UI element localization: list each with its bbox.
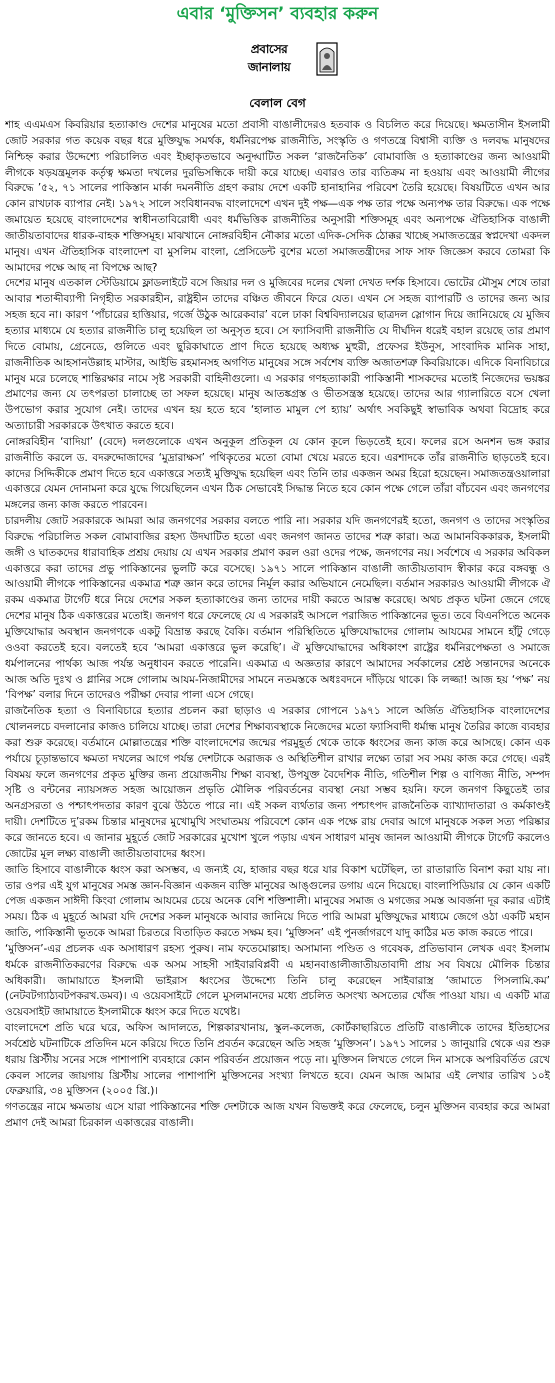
paragraph: রাজনৈতিক হত্যা ও বিনাবিচারে হত্যার প্রচলন করা ছাড়াও এ সরকার গোপনে ১৯৭১ সালে অর্জিত ঐতিহাসিক বাংলাদেশের খোলনলচে বদলানোর কাজও চালিয়ে যাচ্ছে। তারা দেশের শিক্ষাব্যবস্থাকে নিজেদের মতো ফ্যাসিবাদী ধর্মান্ধ মানুষ তৈরির কাজে ব্যবহার করা শুরু করেছে। বর্তমানে মোল্লাতন্ত্রের শক্তি বাংলাদেশের জন্মের পরমুহূর্ত থেকে তাকে ধ্বংসের জন্য কাজ করে আসছে। কোন এক পর্যায়ে চূড়ান্তভাবে ক্ষমতা দখলের আগে পর্যন্ত দেশটাকে অরাজক ও অস্থিতিশীল রাখার লক্ষ্যে তারা সব সময় কাজ করে গেছে। এরই বিষময় ফলে জনগণের প্রকৃত মুক্তির জন্য প্রয়োজনীয় শিক্ষা ব্যবস্থা, উপযুক্ত বৈদেশিক নীতি, গতিশীল শিল্প ও বাণিজ্য নীতি, সম্পদ সৃষ্টি ও বন্টনের ন্যায়সঙ্গত সহজ আয়োজন প্রভৃতি মৌলিক পরিবর্তনের ব্যবস্থা নেয়া সম্ভব হয়নি। ফলে জনগণ কিছুতেই তার অনগ্রসরতা ও পশ্চাৎপদতার কারণ বুঝে উঠতে পারে না। এই সকল ব্যর্থতার জন্য পশ্চাৎপদ রাজনৈতিক ব্যাখ্যাদাতারা ও কর্মকাণ্ডই দায়ী। দেশটিতে দু’রকম চিন্তার মানুষদের মুখোমুখি সংঘাতময় পরিবেশে কোন এক পক্ষে রায় দেবার আগে মানুষকে সকল সত্য পরিষ্কার করে জানতে হবে। এ জানার মুহূর্তে জোট সরকারের মুখোশ খুলে পড়ায় এখন সাধারণ মানুষ জানল আওয়ামী লীগকে টার্গেট করলেও জোটের মূল লক্ষ্য বাঙালী জাতীয়তাবাদের ধ্বংস। [5, 705, 550, 860]
column-logo-line2: জানালায় [247, 60, 291, 74]
window-icon [316, 42, 338, 76]
column-logo-text [222, 40, 316, 76]
column-logo-line1: প্রবাসের [250, 42, 288, 56]
paragraph: শাহ এএমএস কিবরিয়ার হত্যাকাণ্ড দেশের মানুষের মতো প্রবাসী বাঙালীদেরও হতবাক ও বিচলিত করে দিয়েছে। ক্ষমতাসীন ইসলামী জোট সরকার গত কয়েক বছর ধরে মুক্তিযুদ্ধ সমর্থক, ধর্মনিরপেক্ষ রাজনীতি, সংস্কৃতি ও গণতন্ত্রে বিশ্বাসী ব্যক্তি ও দলবদ্ধ মানুষদের নিশ্চিহ্ন করার উদ্দেশ্যে পরিচালিত এবং ইচ্ছাকৃতভাবে অনুদ্ঘাটিত সকল ‘রাজনৈতিক’ বোমাবাজি ও হত্যাকাণ্ডের জন্য আওয়ামী লীগকে ষড়যন্ত্রমূলক কর্তৃত্ব ক্ষমতা দখলের দুরভিসন্ধিকে দায়ী করে যাচ্ছে। এবারও তার ব্যতিক্রম না হওয়ায় এবং আওয়ামী লীগের বিরুদ্ধে ’৫২, ৭১ সালের পাকিস্তান মার্কা দমননীতি গ্রহণ করায় দেশে একটি হানাহানির পরিবেশ তৈরি হয়েছে। বিষয়টিতে এখন আর কোন রাখঢাক ব্যাপার নেই। ১৯৭২ সালে সংবিধানবদ্ধ বাংলাদেশে এখন দুই পক্ষ—এক পক্ষ তার পক্ষে অন্যপক্ষ তার বিরুদ্ধে। এক পক্ষে জমায়েত হয়েছে বাংলাদেশের স্বাধীনতাবিরোধী এবং ধর্মভিত্তিক রাজনীতির অনুসারী শক্তিসমূহ এবং অন্যপক্ষে ঐতিহাসিক বাঙালী জাতীয়তাবাদের ধারক-বাহক শক্তিসমূহ। মাঝখানে নোঙ্গরবিহীন নৌকার মতো এদিক-সেদিক ঠোক্কর খাচ্ছে সমাজতন্ত্রের স্বপ্নদেখা একদল মানুষ। এখন ঐতিহাসিক বাংলাদেশ বা মুসলিম বাংলা, প্রেসিডেন্ট বুশের মতো সমাজতন্ত্রীদের সাফ সাফ জিজ্ঞেস করবে তোমরা কি আমাদের পক্ষে আছ না বিপক্ষে আছ? [5, 119, 550, 274]
article-body [5, 118, 550, 1380]
paragraph: চারদলীয় জোট সরকারকে আমরা আর জনগণের সরকার বলতে পারি না। সরকার যদি জনগণেরই হতো, জনগণ ও তাদের সংস্কৃতির বিরুদ্ধে পরিচালিত সকল বোমাবাজির রহস্য উদঘাটিত হতো এবং জনগণ জানত তাদের শত্রু কারা। অত্র আমানবিককারক, ইসলামী জঙ্গী ও ঘাতকদের ধারাবাহিক প্রশ্রয় দেয়ায় যে এখন সরকার প্রমাণ করল ওরা ওদের পক্ষে, জনগণের নয়। সর্বশেষে এ সরকার অবিকল একাত্তরে করা তাদের প্রভু পাকিস্তানের ভুলটি করে বসেছে। ১৯৭১ সালে পাকিস্তান বাঙালী জাতীয়তাবাদ স্বীকার করে বঙ্গবন্ধু ও আওয়ামী লীগকে পাকিস্তানের একমাত্র শত্রু জ্ঞান করে তাদের নির্মূল করার অভিযানে নেমেছিল। বর্তমান সরকারও আওয়ামী লীগকে ঐ রকম একমাত্র টার্গেট ধরে নিয়ে দেশের সকল হত্যাকাণ্ডের জন্য তাদের দায়ী করতে আরম্ভ করেছে। অথচ প্রকৃত ঘটনা জেনে গেছে দেশের মানুষ ঠিক একাত্তরের মতোই। জনগণ ধরে ফেলেছে যে এ সরকারই আসলে পরাজিত পাকিস্তানের ভূত। তবে বিএনপিতে অনেক মুক্তিযোদ্ধার অবস্থান জনগণকে একটু বিভ্রান্ত করছে বৈকি। বর্তমান পরিস্থিতিতে মুক্তিযোদ্ধাদের গোলাম আযমের সামনে হাঁটু গেড়ে ওওবা করতেই হবে। বলতেই হবে ‘আমরা একাত্তরে ভুল করেছি’। ঐ মুক্তিযোদ্ধাদের অধিকাংশ রাষ্ট্রের ধর্মনিরপেক্ষতা ও সমাজে ধর্মপালনের পার্থক্য আজ পর্যন্ত অনুধাবন করতে পারেনি। একমাত্র এ অজ্ঞতার কারণে আমাদের সর্বকালের শ্রেষ্ঠ সন্তানদের অনেকে আজ অতি দুঃখ ও গ্লানির সঙ্গে গোলাম আযম-নিজামীদের সামনে নতমস্তকে অধঃবদনে দাঁড়িয়ে থাকে। কি লজ্জা! আজ হয় ‘পক্ষ’ নয় ‘বিপক্ষ’ বলার দিনে তাদেরও পরীক্ষা দেবার পালা এসে গেছে। [5, 515, 550, 702]
column-logo [220, 40, 340, 80]
headline: এবার ‘মুক্তিসন’ ব্যবহার করুন [176, 4, 379, 24]
paragraph: ‘মুক্তিসন’-এর প্রচলক এক অসাধারণ রহস্য পুরুষ। নাম ফতেমোল্লাহ। অসামান্য পণ্ডিত ও গবেষক, প্রতিভাবান লেখক এবং ইসলাম ধর্মকে রাজনীতিকরণের বিরুদ্ধে এক অসম সাহসী সাইবারবিপ্লবী এ মহানবাঙালীজাতীয়তাবাদী প্রায় সব বিষয়ে মৌলিক চিন্তার অধিকারী। জামায়াতে ইসলামী ভাইরাস ধ্বংসের উদ্দেশ্যে তিনি চালু করেছেন সাইবারাস্ত্র ‘জামাতে পিসলামি.কম’ (নেটবটগ্যাঠ্যবটপকরখ.ডমব)। এ ওয়েবসাইটে গেলে মুসলমানদের মধ্যে প্রচলিত অসংখ্য অসত্যের খোঁজ পাওয়া যায়। এ একটি মাত্র ওয়েবসাইট জামায়াতে ইসলামীকে ধ্বংস করে দিতে যথেষ্ট। [5, 942, 550, 1019]
paragraph: দেশের মানুষ এতকাল স্টেডিয়ামে ফ্লাডলাইটে বসে জিয়ার দল ও মুজিবের দলের খেলা দেখত দর্শক হিসাবে। ভোটের মৌসুম শেষে তারা আবার শতাব্দীব্যাপী নিগৃহীত সরকারহীন, রাষ্ট্রহীন তাদের বঞ্চিত জীবনে ফিরে যেত। এখন সে সহজ ব্যাপারটি ও তাদের জন্য আর সহজ হবে না। কারণ ‘পাঁচারের হাত্তিয়ার, গর্জে উঠুক আরেকবার’ বলে ঢাকা বিশ্ববিদ্যালয়ের ছাত্রদল স্লোগান দিয়ে জানিয়েছে যে মুজিব হত্যার মাধ্যমে যে হত্যার রাজনীতি চালু হয়েছিল তা অনুসৃত হবে। সে ফ্যাসিবাদী রাজনীতি যে দীর্ঘদিন ধরেই বহাল রয়েছে তার প্রমাণ দিতে বোমায়, গ্রেনেডে, গুলিতে এবং ছুরিকাঘাতে প্রাণ দিতে হয়েছে অধ্যক্ষ মুহুরী, প্রফেসর ইউনুস, সাংবাদিক মানিক সাহা, রাজনীতিক আহসানউল্লাহ মাস্টার, আইভি রহমানসহ অগণিত মানুষের সঙ্গে সর্বশেষ ব্যক্তি অজাতশত্রু কিবরিয়াকে। এদিকে বিনাবিচারে মানুষ মরে চলেছে শান্তিরক্ষার নামে সৃষ্ট সরকারী বাহিনীগুলো। এ সরকার গণহত্যাকারী পাকিস্তানী শাসকদের মতোই নিজেদের ভয়ঙ্কর প্রমাণের জন্য যে তৎপরতা চালাচ্ছে তা সফল হয়েছে। মানুষ আতঙ্কগ্রস্ত ও ভীতসন্ত্রস্ত হয়েছে। তাদের আর গ্যালারিতে বসে খেলা উপভোগ করার সুযোগ নেই। তাদের এখন হয় হতে হবে ‘হালাত মামুল পে হ্যায়’ অর্থাৎ সবকিছুই স্বাভাবিক অথবা বিদ্রোহ করে অত্যাচারী সরকারকে উৎখাত করতে হবে। [5, 277, 550, 433]
paragraph: জাতি হিসাবে বাঙালীকে ধ্বংস করা অসম্ভব, এ জন্যই যে, হাজার বছর ধরে যার বিকাশ ঘটেছিল, তা রাতারাতি বিনাশ করা যায় না। তার ওপর এই যুগ মানুষের সমস্ত জ্ঞান-বিজ্ঞান একজন ব্যক্তি মানুষের আঙ্গুলের ডগায় এনে দিয়েছে। বাংলাপিডিয়ার যে কোন একটি পেজ একজন সাঈদী কিংবা গোলাম আযমের চেয়ে অনেক বেশি শক্তিশালী। মানুষের সমাজ ও মগজের সমস্ত আবর্জনা দূর করার এটাই সময়। ঠিক এ মুহূর্তে আমরা যদি দেশের সকল মানুষকে আবার জানিয়ে দিতে পারি আমরা মুক্তিযুদ্ধের মাধ্যমে জেগে ওঠা একটি মহান জাতি, পাকিস্তানী ভূতকে আমরা চিরতরে বিতাড়িত করতে সক্ষম হব। ‘মুক্তিসন’ এই পুনর্জাগরণে যাদু কাঠির মত কাজ করতে পারে। [5, 863, 550, 940]
author-byline: বেলাল বেগ [249, 96, 306, 110]
paragraph: গণতন্ত্রের নামে ক্ষমতায় এসে যারা পাকিস্তানের শক্তি দেশটাকে আজ যখন বিভক্তই করে ফেলেছে, চলুন মুক্তিসন ব্যবহার করে আমরা প্রমাণ দেই আমরা চিরকাল একাত্তরের বাঙালী। [5, 1101, 550, 1130]
paragraph: বাংলাদেশে প্রতি ঘরে ঘরে, অফিস আদালতে, শিল্পকারখানায়, স্কুল-কলেজ, কোর্টকাছারিতে প্রতিটি বাঙালীকে তাদের ইতিহাসের সর্বশ্রেষ্ঠ ঘটনাটিকে প্রতিদিন মনে করিয়ে দিতে তিনি প্রবর্তন করেছেন অতি সহজ ‘মুক্তিসন’। ১৯৭১ সালের ১ জানুয়ারি থেকে এর শুরু ধরায় খ্রিস্টীয় সনের সঙ্গে পাশাপাশি ব্যবহারে কোন পরিবর্তন প্রয়োজন পড়ে না। মুক্তিসন লিখতে গেলে দিন মাসকে অপরিবর্তিত রেখে কেবল সালের জায়গায় খ্রিস্টীয় সালের পাশাপাশি মুক্তিসনের সংখ্যা লিখতে হবে। যেমন আজ আমার এই লেখার তারিখ ১০ই ফেব্রুয়ারি, ৩৪ মুক্তিসন (২০০৫ খ্রি.)। [5, 1022, 550, 1098]
paragraph: নোঙ্গরবিহীন ‘বাদিয়া’ (বেদে) দলগুলোকে এখন অনুকূল প্রতিকূল যে কোন কূলে ভিড়তেই হবে। ফলের রসে অনশন ভঙ্গ করার রাজনীতি করলে ড. বদরুদ্দোজাদের ‘মুদ্রারাক্ষস’ পথিকৃতের মতো বোমা খেয়ে মরতে হবে। এরশাদকে তাঁর রাজনীতি ছাড়তেই হবে। কাদের সিদ্দিকীকে প্রমাণ দিতে হবে একাত্তরে সত্যই মুক্তিযুদ্ধ হয়েছিল এবং তিনি তার একজন অমর হিরো হয়েছেন। সমাজতন্ত্রওয়ালারা একাত্তরে যেমন দোনামনা করে যুদ্ধে গিয়েছিলেন এখন ঠিক সেভাবেই সিদ্ধান্ত নিতে হবে কোন পক্ষে গেলে তাঁরা বাঁচবেন এবং জনগণের মঙ্গলের জন্য কাজ করতে পারবেন। [5, 435, 550, 512]
